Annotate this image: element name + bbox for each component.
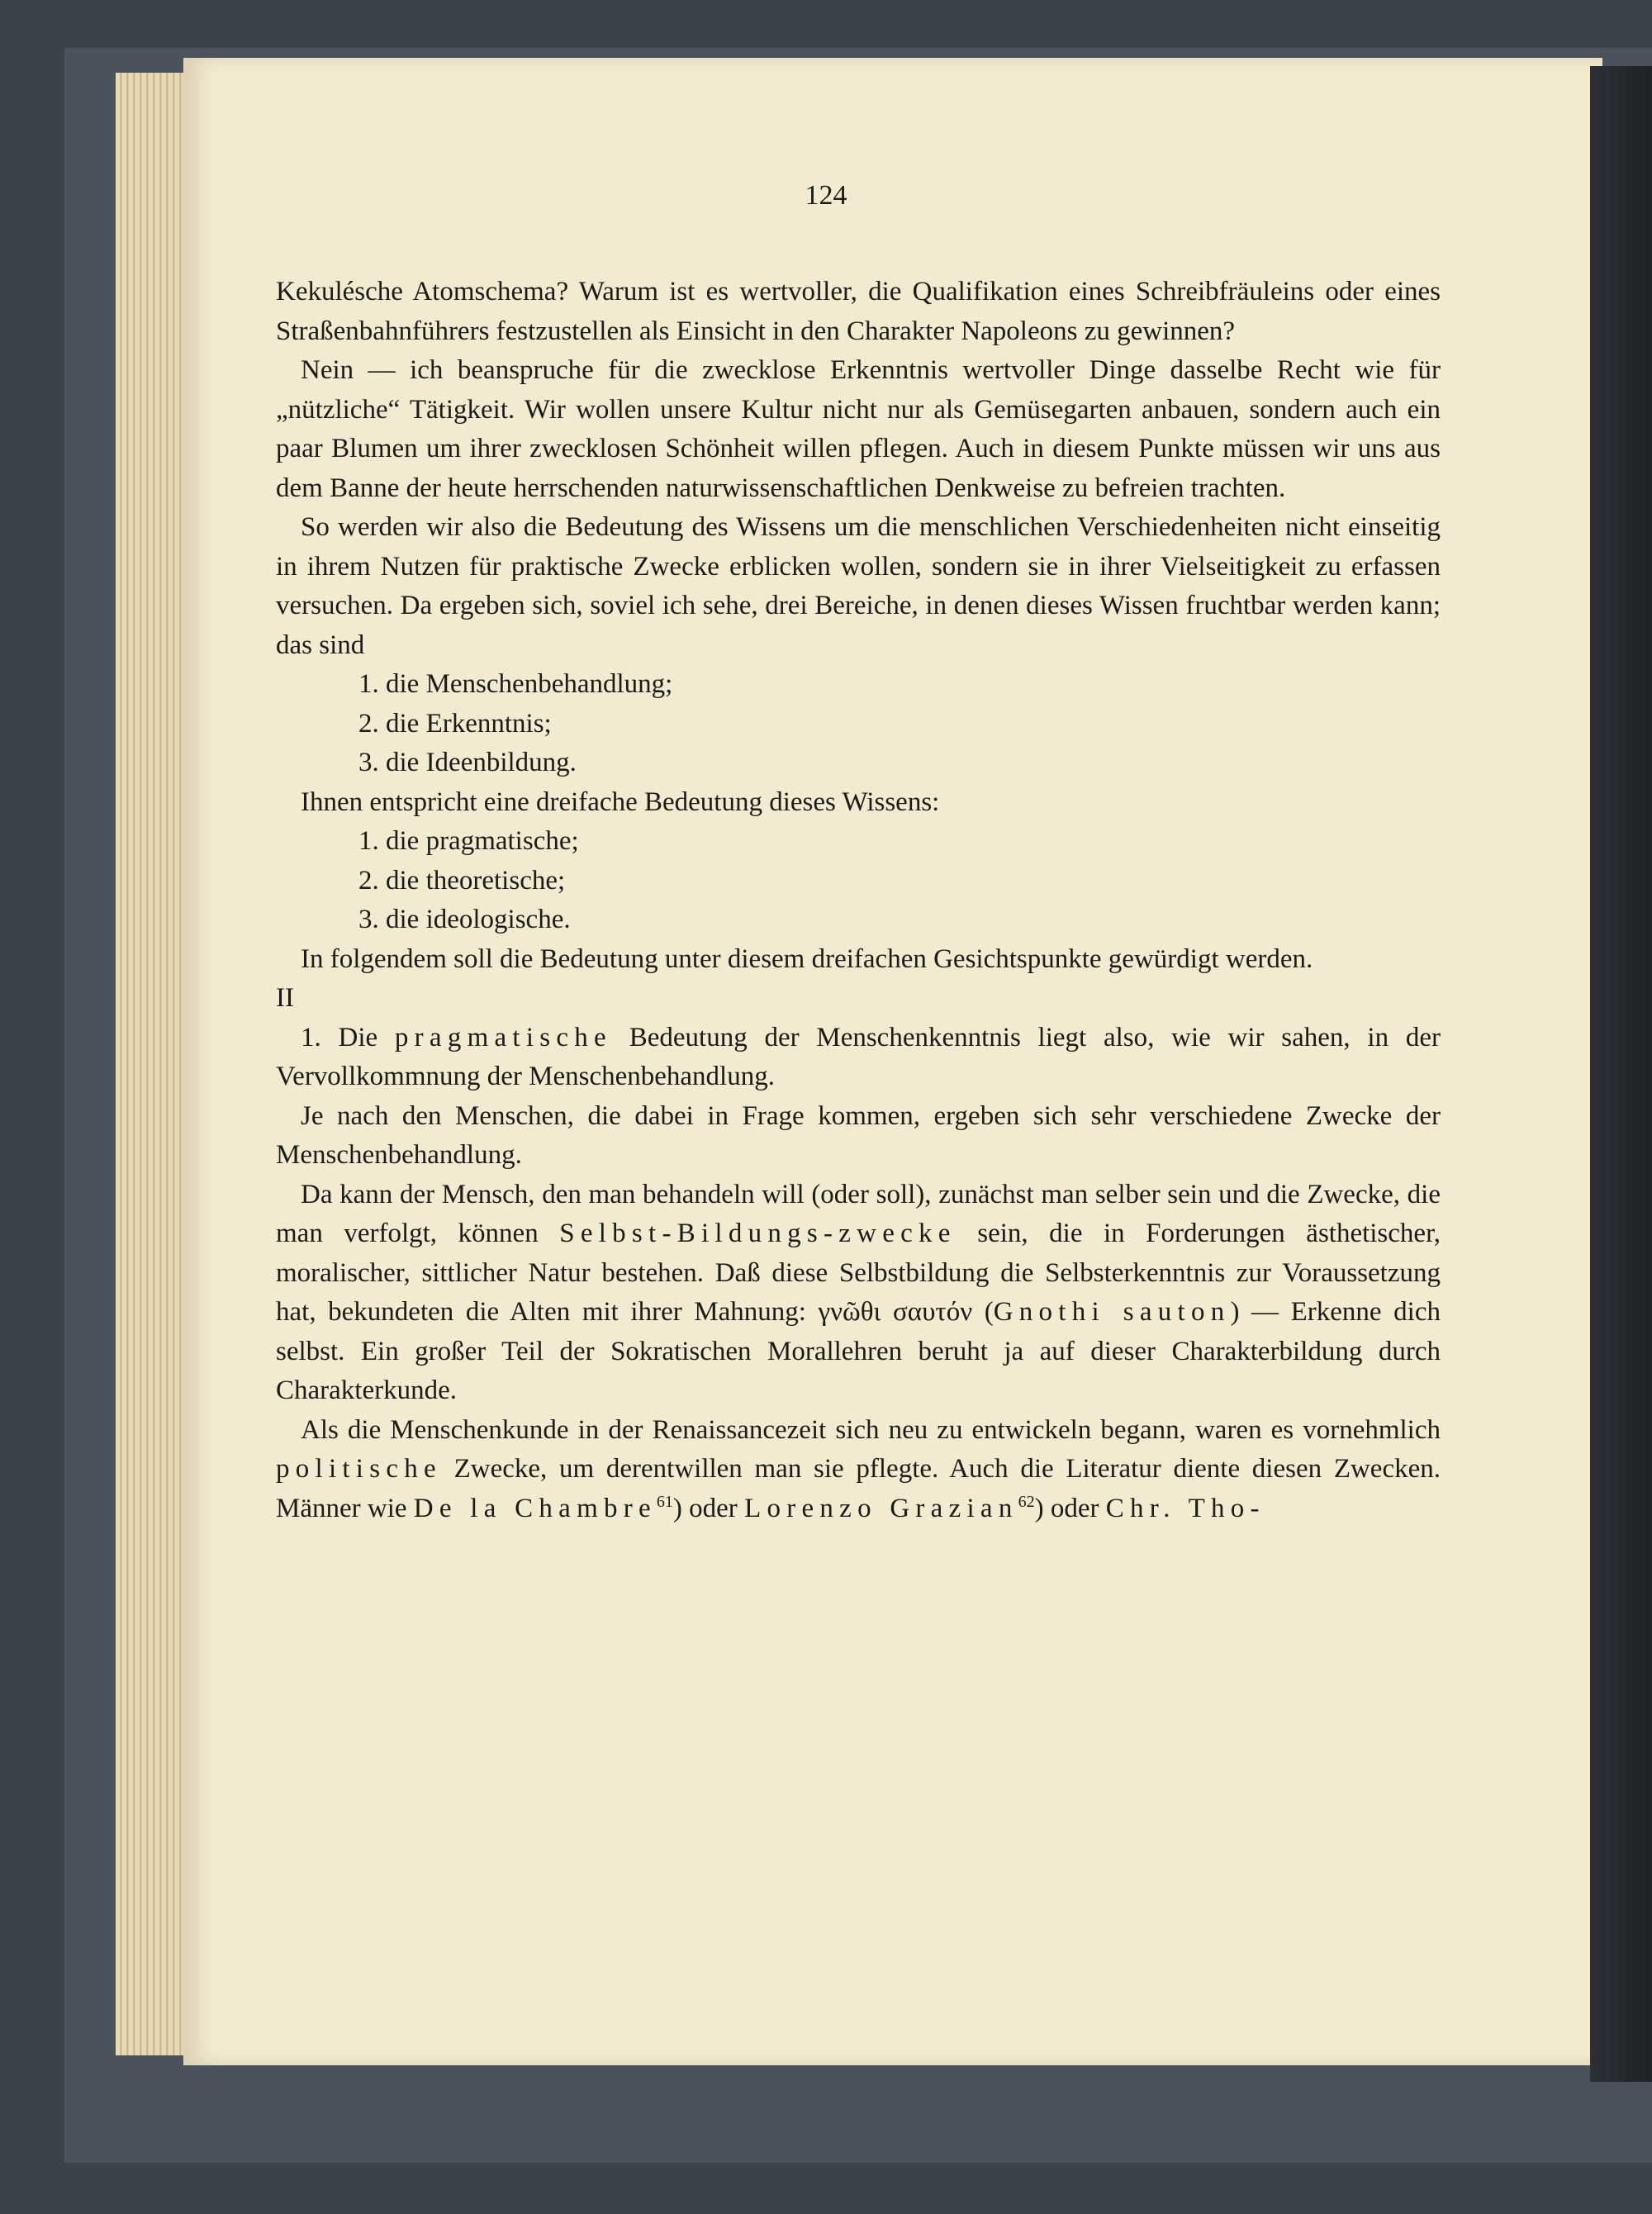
- text-run: ) oder: [672, 1493, 745, 1523]
- text-run: Kekulésche Atomschema? Warum ist es wertvoller, die Qualifikation eines Schreibfräuleins oder eines Straßenbahnführers festzustellen als Einsicht in den Charakter Napoleons zu gewinnen?: [276, 277, 1441, 346]
- page-number: 124: [805, 180, 847, 211]
- list-item: 1. die pragmatische;: [358, 826, 579, 856]
- list-item: 3. die Ideenbildung.: [358, 748, 577, 777]
- spaced-text: Gnothi sauton: [993, 1297, 1231, 1327]
- paragraph: [276, 783, 1441, 823]
- text-run: Nein — ich beanspruche für die zwecklose Erkenntnis wertvoller Dinge dasselbe Recht wie für „nützliche“ Tätigkeit. Wir wollen unsere Kultur nicht nur als Gemüsegarten anbauen, sondern auch ein paar Blumen um ihrer zwecklosen Schönheit willen pflegen. Auch in diesem Punkte müssen wir uns aus dem Banne der heute herrschenden naturwissenschaftlichen Denkweise zu befreien trachten.: [276, 355, 1441, 503]
- list-item: 2. die Erkenntnis;: [358, 708, 552, 739]
- paragraph: [276, 273, 1441, 351]
- paragraph: [276, 1019, 1441, 1097]
- text-run: 1. Die: [301, 1022, 395, 1052]
- spaced-text: De la Chambre: [413, 1493, 657, 1523]
- spaced-text: politische: [276, 1454, 442, 1484]
- spaced-text: Selbst-Bildungs-zwecke: [559, 1219, 957, 1248]
- text-run: Ihnen entspricht eine dreifache Bedeutung dieses Wissens:: [301, 786, 940, 817]
- list-item: 2. die theoretische;: [358, 865, 566, 896]
- page-edges: [116, 73, 190, 2055]
- body-text: [276, 273, 1441, 1528]
- text-run: ) — Erkenne dich selbst. Ein großer Teil der Sokratischen Morallehren beruht ja auf dieser Charakterbildung durch Charakterkunde.: [276, 1297, 1441, 1405]
- text-run: Als die Menschenkunde in der Renaissancezeit sich neu zu entwickeln begann, waren es vornehmlich: [301, 1414, 1441, 1445]
- footnote-ref: 61: [656, 1492, 673, 1511]
- text-run: ) oder: [1034, 1493, 1106, 1523]
- paragraph: [276, 1176, 1441, 1411]
- text-run: Je nach den Menschen, die dabei in Frage kommen, ergeben sich sehr verschiedene Zwecke der Menschenbehandlung.: [276, 1100, 1441, 1170]
- text-run: So werden wir also die Bedeutung des Wissens um die menschlichen Verschiedenheiten nicht einseitig in ihrem Nutzen für praktische Zwecke erblicken wollen, sondern sie in ihrer Vielseitigkeit zu erfassen versuchen. Da ergeben sich, soviel ich sehe, drei Bereiche, in denen dieses Wissen fruchtbar werden kann; das sind: [276, 512, 1441, 660]
- section-heading: II: [276, 983, 294, 1013]
- text-run: Da kann der Mensch, den man behandeln will (oder soll), zunächst man selber sein und die Zwecke, die man verfolgt, können: [276, 1179, 1441, 1248]
- paragraph: [276, 940, 1441, 980]
- paragraph: [276, 1411, 1441, 1529]
- text-run: Zwecke, um derentwillen man sie pflegte. Auch die Literatur diente diesen Zwecken. Männer wie: [276, 1454, 1441, 1523]
- text-run: sein, die in Forderungen ästhetischer, moralischer, sittlicher Natur bestehen. Daß diese Selbstbildung die Selbsterkenntnis zur Voraussetzung hat, bekundeten die Alten mit ihrer Mahnung: γνῶθι σαυτόν (: [276, 1219, 1441, 1327]
- spaced-text: Chr. Tho-: [1105, 1493, 1265, 1523]
- paragraph: [276, 508, 1441, 665]
- text-run: In folgendem soll die Bedeutung unter diesem dreifachen Gesichtspunkte gewürdigt werden.: [301, 943, 1313, 974]
- spaced-text: Lorenzo Grazian: [744, 1493, 1018, 1523]
- text-run: Bedeutung der Menschenkenntnis liegt also, wie wir sahen, in der Vervollkommnung der Menschenbehandlung.: [276, 1022, 1441, 1091]
- footnote-ref: 62: [1018, 1492, 1035, 1511]
- facing-page-edge: [1590, 66, 1652, 2082]
- list-item: 3. die ideologische.: [358, 905, 571, 934]
- paragraph: [276, 1097, 1441, 1176]
- list-item: 1. die Menschenbehandlung;: [358, 669, 673, 699]
- paragraph: [276, 351, 1441, 508]
- spaced-text: pragmatische: [394, 1022, 612, 1052]
